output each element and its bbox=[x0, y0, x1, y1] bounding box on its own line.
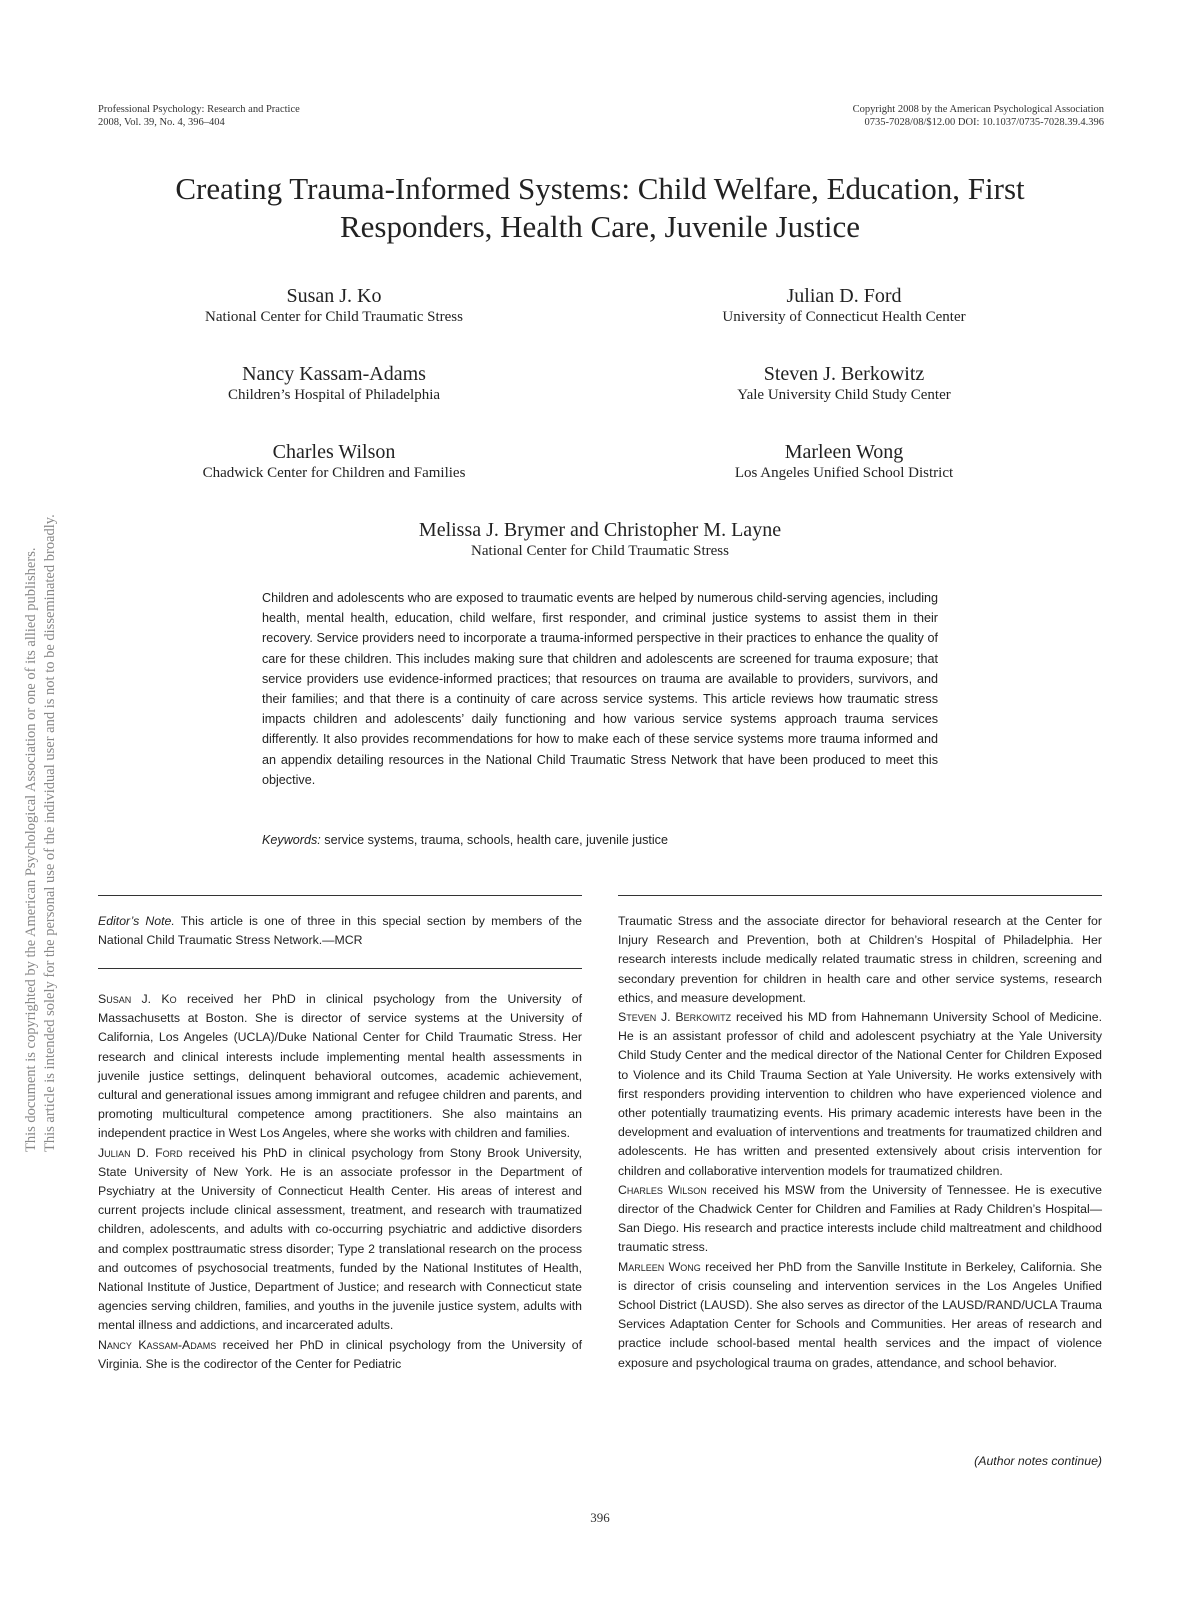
bio-name: Nancy Kassam-Adams bbox=[98, 1337, 217, 1352]
author-affiliation: Chadwick Center for Children and Families bbox=[202, 465, 466, 481]
bio-name: Charles Wilson bbox=[618, 1182, 707, 1197]
editors-note bbox=[98, 912, 582, 950]
author-bio bbox=[618, 1008, 1102, 1181]
author-bio bbox=[98, 990, 582, 1144]
keywords-label: Keywords: bbox=[262, 833, 321, 847]
bio-name: Marleen Wong bbox=[618, 1259, 701, 1274]
author-block bbox=[634, 440, 1054, 483]
running-header-left bbox=[98, 103, 300, 129]
bio-name: Steven J. Berkowitz bbox=[618, 1010, 732, 1025]
author-name: Susan J. Ko bbox=[286, 285, 382, 307]
author-bio bbox=[98, 1144, 582, 1336]
doi-line: 0735-7028/08/$12.00 DOI: 10.1037/0735-7028.39.4.396 bbox=[864, 117, 1104, 128]
bio-text: received her PhD in clinical psychology from the University of Virginia. She is the codirector of the Center for Pediatric bbox=[98, 1337, 583, 1371]
author-block bbox=[124, 440, 544, 483]
section-rule bbox=[618, 895, 1102, 896]
journal-name: Professional Psychology: Research and Practice bbox=[98, 104, 300, 115]
author-name: Nancy Kassam-Adams bbox=[242, 363, 426, 385]
author-bio-continued: Traumatic Stress and the associate director for behavioral research at the Center for Injury Research and Prevention, both at Children’s Hospital of Philadelphia. Her research interests include medically related traumatic stress in children, screening and secondary prevention for children in health care and other service systems, research ethics, and measure development. bbox=[618, 914, 1102, 1005]
author-affiliation: National Center for Child Traumatic Stress bbox=[471, 543, 729, 559]
running-header-right bbox=[853, 103, 1104, 129]
bio-text: received her PhD in clinical psychology from the University of Massachusetts at Boston. She is director of service systems at the University of California, Los Angeles (UCLA)/Duke National Center for Child Traumatic Stress. Her research and clinical interests include implementing mental health assessments in juvenile justice settings, delinquent behavioral outcomes, academic achievement, cultural and generational issues among immigrant and refugee children and parents, and promoting multicultural competence among practitioners. She also maintains an independent practice in West Los Angeles, where she works with children and families. bbox=[98, 992, 582, 1141]
journal-volume: 2008, Vol. 39, No. 4, 396–404 bbox=[98, 117, 225, 128]
author-affiliation: Children’s Hospital of Philadelphia bbox=[227, 387, 441, 403]
bio-text: received his PhD in clinical psychology from Stony Brook University, State University of New York. He is an associate professor in the Department of Psychiatry at the University of Connecticut Health Center. His areas of interest and current projects include clinical assessment, treatment, and research with traumatized children, adolescents, and adults with co-occurring psychiatric and addictive disorders and complex posttraumatic stress disorder; Type 2 translational research on the process and outcomes of psychosocial treatments, funded by the National Institutes of Health, National Institute of Justice, Department of Justice; and research with Connecticut state agencies serving children, families, and youths in the juvenile justice system, adults with mental illness and addictions, and incarcerated adults. bbox=[98, 1145, 582, 1333]
copyright-watermark bbox=[22, 432, 60, 1152]
section-rule bbox=[98, 895, 582, 896]
keywords bbox=[262, 830, 938, 850]
author-bio bbox=[618, 1181, 1102, 1258]
author-bio bbox=[618, 1258, 1102, 1373]
author-name: Julian D. Ford bbox=[786, 285, 902, 307]
author-block bbox=[300, 518, 900, 561]
author-bio bbox=[98, 1336, 582, 1374]
bio-name: Susan J. Ko bbox=[98, 992, 177, 1006]
abstract: Children and adolescents who are exposed to traumatic events are helped by numerous child-serving agencies, including health, mental health, education, child welfare, first responder, and criminal justice systems to assist them in their recovery. Service providers need to incorporate a trauma-informed perspective in their practices to enhance the quality of care for these children. This includes making sure that children and adolescents are screened for trauma exposure; that service providers use evidence-informed practices; that resources on trauma are available to providers, survivors, and their families; and that there is a continuity of care across service systems. This article reviews how traumatic stress impacts children and adolescents’ daily functioning and how various service systems approach trauma services differently. It also provides recommendations for how to make each of these service systems more trauma informed and an appendix detailing resources in the National Child Traumatic Stress Network that have been produced to meet this objective. bbox=[262, 591, 938, 787]
keywords-list: service systems, trauma, schools, health care, juvenile justice bbox=[324, 833, 668, 847]
author-name: Charles Wilson bbox=[272, 441, 396, 463]
author-block bbox=[634, 362, 1054, 405]
copyright-line: Copyright 2008 by the American Psychological Association bbox=[852, 104, 1104, 115]
author-affiliation: Yale University Child Study Center bbox=[737, 387, 951, 403]
author-name: Marleen Wong bbox=[784, 441, 904, 463]
author-block bbox=[124, 284, 544, 327]
author-affiliation: National Center for Child Traumatic Stress bbox=[205, 309, 463, 325]
author-name: Steven J. Berkowitz bbox=[763, 363, 925, 385]
author-notes-left-column bbox=[98, 990, 582, 1374]
bio-text: received her PhD from the Sanville Institute in Berkeley, California. She is director of crisis counseling and intervention services in the Los Angeles Unified School District (LAUSD). She also serves as director of the LAUSD/RAND/UCLA Trauma Services Adaptation Center for Schools and Communities. Her areas of research and practice include school-based mental health services and the impact of violence exposure and psychological trauma on grades, attendance, and school behavior. bbox=[618, 1259, 1103, 1370]
article-title: Creating Trauma-Informed Systems: Child Welfare, Education, First Responders, Health Care, Juvenile Justice bbox=[175, 171, 1025, 244]
author-name: Melissa J. Brymer and Christopher M. Layne bbox=[418, 519, 782, 541]
page-number: 396 bbox=[590, 1510, 610, 1525]
editors-note-label: Editor’s Note. bbox=[98, 914, 175, 928]
watermark-line: This document is copyrighted by the American Psychological Association or one of its allied publishers. bbox=[23, 547, 39, 1152]
author-affiliation: Los Angeles Unified School District bbox=[734, 465, 954, 481]
author-affiliation: University of Connecticut Health Center bbox=[722, 309, 966, 325]
author-block bbox=[634, 284, 1054, 327]
editor-note-rule bbox=[98, 968, 582, 969]
bio-text: received his MD from Hahnemann University School of Medicine. He is an assistant professor of child and adolescent psychiatry at the Yale University Child Study Center and the medical director of the National Center for Children Exposed to Violence and its Child Trauma Section at Yale University. He works extensively with first responders providing intervention to children who have experienced violence and other potentially traumatizing events. His primary academic interests have been in the development and evaluation of interventions and treatments for traumatized children and adolescents. He has written and presented extensively about crisis intervention for children and collaborative intervention models for traumatized children. bbox=[618, 1010, 1102, 1178]
bio-name: Julian D. Ford bbox=[98, 1145, 183, 1160]
bio-text: received his MSW from the University of Tennessee. He is executive director of the Chadwick Center for Children and Families at Rady Children’s Hospital—San Diego. His research and practice interests include child maltreatment and childhood traumatic stress. bbox=[618, 1182, 1102, 1255]
author-notes-right-column bbox=[618, 912, 1102, 1373]
author-block bbox=[124, 362, 544, 405]
editors-note-text: This article is one of three in this special section by members of the National Child Traumatic Stress Network.—MCR bbox=[98, 914, 582, 948]
watermark-line: This article is intended solely for the personal use of the individual user and is not to be disseminated broadly. bbox=[42, 514, 58, 1152]
author-notes-continue: (Author notes continue) bbox=[974, 1454, 1102, 1468]
